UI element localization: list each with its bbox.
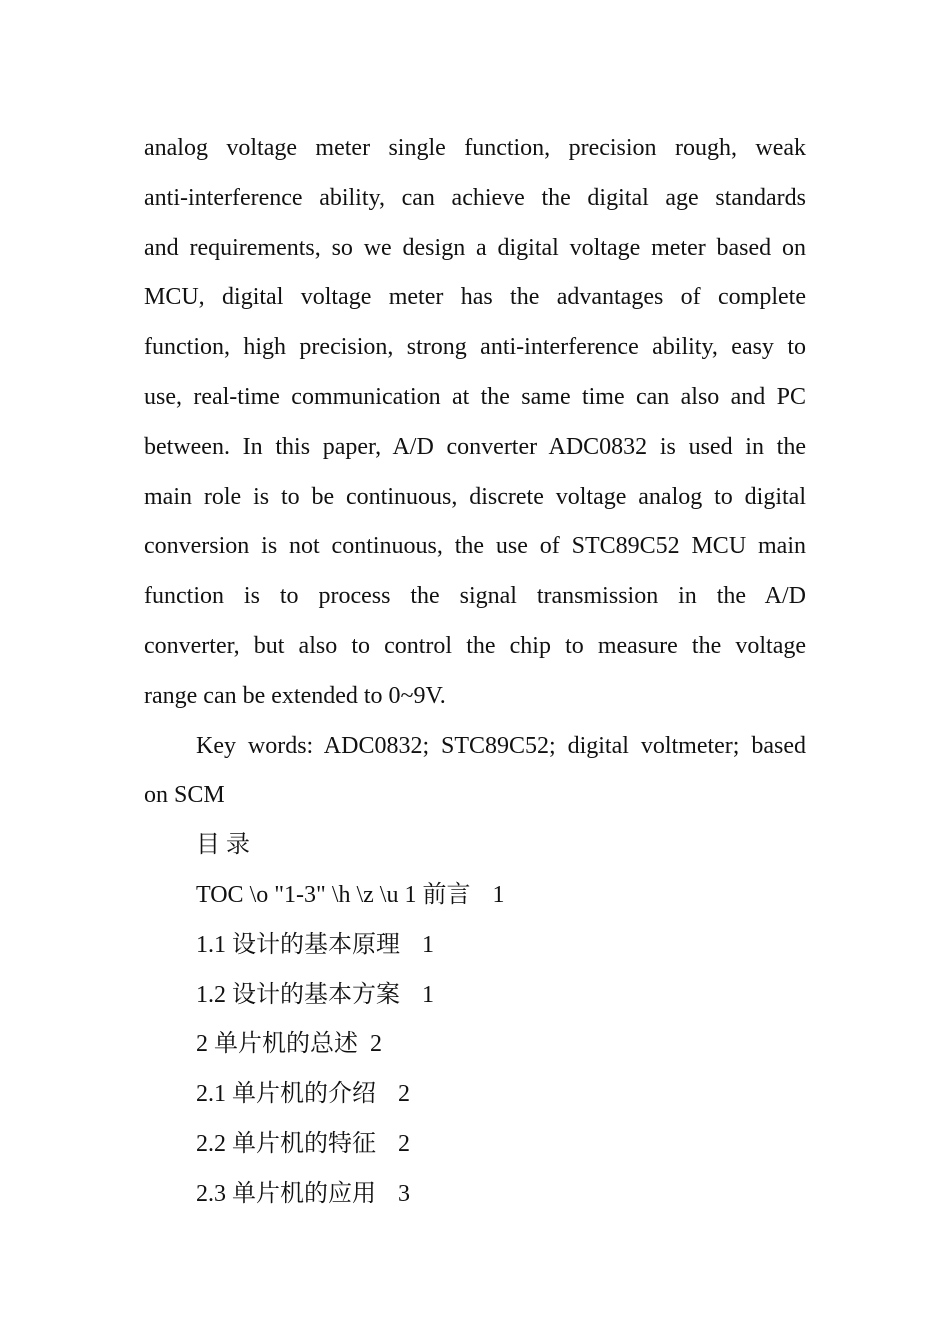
abstract-line: MCU, digital voltage meter has the advantages of complete [144,284,806,311]
abstract-line: between. In this paper, A/D converter ADC0832 is used in the [144,433,806,460]
abstract-line: converter, but also to control the chip to measure the voltage [144,632,806,659]
toc-entry[interactable] [144,921,806,971]
toc-entry-page: 1 [422,981,434,1008]
toc-entry-page: 1 [492,881,505,908]
toc-entry[interactable] [144,871,806,921]
abstract-line: function, high precision, strong anti-interference ability, easy to [144,334,806,361]
toc-entry-title: 2.2 单片机的特征 [196,1130,376,1157]
abstract-line: conversion is not continuous, the use of STC89C52 MCU main [144,533,806,560]
keywords-paragraph [144,722,806,822]
table-of-contents [144,821,806,1219]
abstract-line: use, real-time communication at the same time can also and PC [144,383,806,410]
toc-entry-page: 2 [398,1130,410,1157]
toc-entry[interactable] [144,1070,806,1120]
keywords-line: on SCM [144,782,225,809]
toc-entry[interactable] [144,1120,806,1170]
abstract-line: main role is to be continuous, discrete voltage analog to digital [144,483,806,510]
toc-entry[interactable] [144,1020,806,1070]
abstract-line: function is to process the signal transmission in the A/D [144,583,806,610]
toc-entry-title: 1.1 设计的基本原理 [196,931,400,958]
toc-entry-page: 3 [398,1180,410,1207]
abstract-line: anti-interference ability, can achieve the digital age standards [144,184,806,211]
toc-entry-title: 2 单片机的总述 [196,1031,358,1058]
toc-entry-page: 2 [370,1031,382,1058]
keywords-line: Key words: ADC0832; STC89C52; digital voltmeter; based [196,732,806,759]
toc-entry-title: 2.3 单片机的应用 [196,1180,376,1207]
abstract-line: and requirements, so we design a digital voltage meter based on [144,234,806,261]
abstract-paragraph [144,124,806,722]
toc-heading: 目 录 [196,832,250,859]
toc-entry[interactable] [144,971,806,1021]
toc-entry[interactable] [144,1170,806,1220]
toc-entry-title: 2.1 单片机的介绍 [196,1081,376,1108]
toc-entry-title: TOC \o "1-3" \h \z \u 1 前言 [196,881,471,908]
toc-entry-title: 1.2 设计的基本方案 [196,981,400,1008]
document-page [144,124,806,1220]
toc-entry-page: 2 [398,1081,410,1108]
toc-entry-page: 1 [422,931,434,958]
abstract-line: analog voltage meter single function, precision rough, weak [144,135,806,161]
abstract-line: range can be extended to 0~9V. [144,682,446,709]
